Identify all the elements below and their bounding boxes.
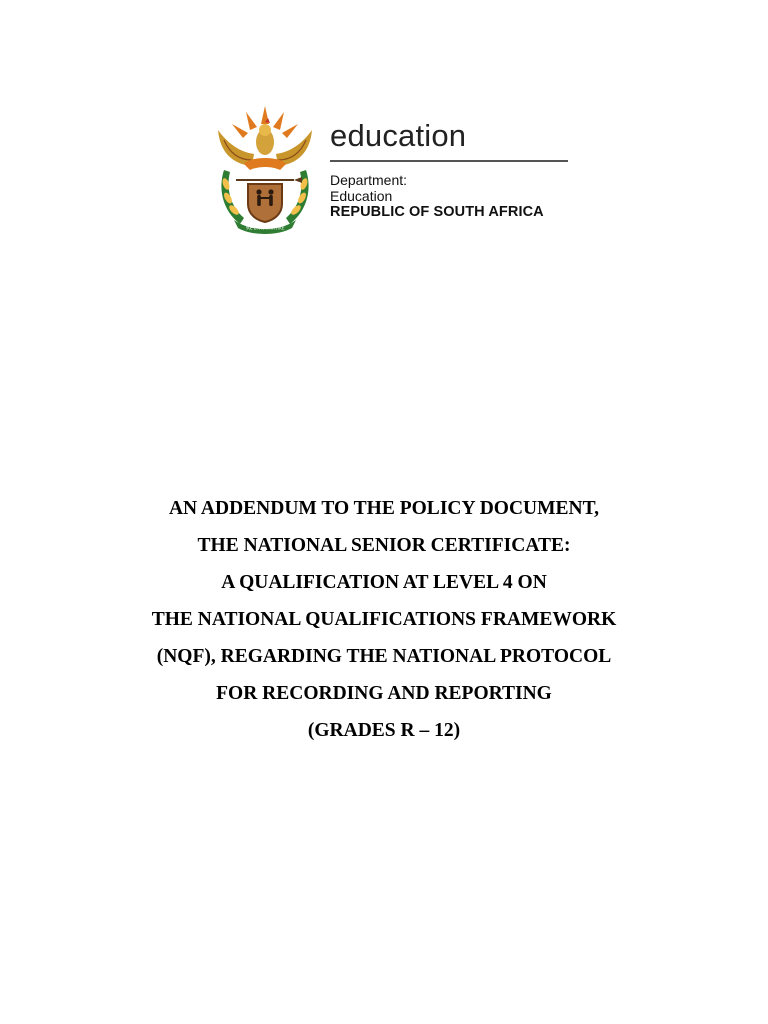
- department-name: Education: [330, 188, 393, 204]
- document-title: [0, 490, 768, 749]
- brand-divider: [330, 160, 568, 162]
- title-line: FOR RECORDING AND REPORTING: [216, 683, 552, 704]
- title-line: (NQF), REGARDING THE NATIONAL PROTOCOL: [156, 646, 612, 667]
- department-label: Department:: [330, 172, 408, 188]
- letterhead: [210, 100, 580, 240]
- title-line: (GRADES R – 12): [307, 720, 461, 741]
- brand-title: education: [330, 118, 467, 153]
- crest-motto-text: !KE E: /XARRA //KE: [245, 225, 285, 231]
- country-name: REPUBLIC OF SOUTH AFRICA: [330, 204, 544, 220]
- title-line: AN ADDENDUM TO THE POLICY DOCUMENT,: [168, 498, 600, 519]
- title-line: THE NATIONAL SENIOR CERTIFICATE:: [197, 535, 571, 556]
- department-brand: [330, 118, 570, 221]
- title-line: THE NATIONAL QUALIFICATIONS FRAMEWORK: [151, 609, 617, 630]
- title-line: A QUALIFICATION AT LEVEL 4 ON: [221, 572, 547, 593]
- coat-of-arms-icon: [210, 100, 320, 236]
